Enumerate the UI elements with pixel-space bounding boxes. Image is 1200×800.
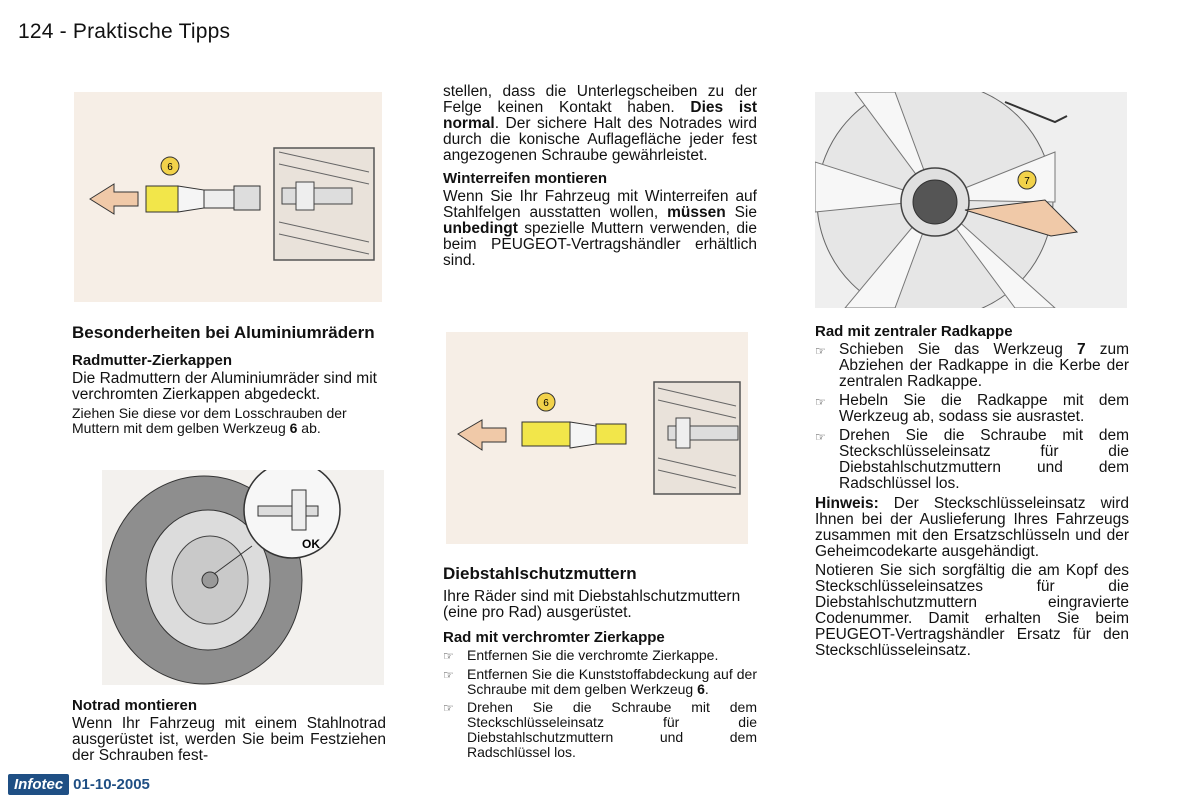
figure-spare-wheel (102, 470, 384, 685)
list-item-text: Schieben Sie das Werkzeug 7 zum Abziehen der Radkappe in die Kerbe der zentralen Radkappe. (839, 341, 1130, 390)
hand-pointer-icon: ☞ (815, 344, 826, 358)
list-item-text: Entfernen Sie die Kunststoffabdeckung auf der Schraube mit dem gelben Werkzeug 6. (467, 666, 757, 697)
hand-pointer-icon: ☞ (815, 395, 826, 409)
hand-pointer-icon: ☞ (443, 649, 454, 663)
hand-pointer-icon: ☞ (443, 668, 454, 682)
list-item-text: Drehen Sie die Schraube mit dem Steckschlüsseleinsatz für die Diebstahlschutzmuttern und dem Radschlüssel los. (839, 427, 1129, 492)
figure-antitheft-nut (446, 332, 748, 544)
section-heading-aluminium: Besonderheiten bei Aluminiumrädern (72, 323, 375, 342)
tool-number-6: 6 (167, 162, 173, 173)
paragraph: Wenn Ihr Fahrzeug mit einem Stahlnotrad ausgerüstet ist, werden Sie beim Festziehen der Schrauben fest- (72, 715, 386, 764)
list-item-text: Entfernen Sie die verchromte Zierkappe. (467, 647, 719, 663)
paragraph: Die Radmuttern der Aluminiumräder sind mit verchromten Zierkappen abgedeckt. (72, 370, 377, 403)
figure-wheel-nut-cap (74, 92, 382, 302)
column-1 (72, 323, 386, 439)
figure-hubcap-removal (815, 92, 1127, 308)
subheading-zentrale-radkappe: Rad mit zentraler Radkappe (815, 323, 1013, 340)
footer-date: 01-10-2005 (73, 776, 150, 793)
hand-pointer-icon: ☞ (815, 430, 826, 444)
subheading-winterreifen: Winterreifen montieren (443, 170, 608, 187)
list-item (443, 700, 757, 760)
list-item-text: Hebeln Sie die Radkappe mit dem Werkzeug ab, sodass sie ausrastet. (839, 392, 1129, 425)
paragraph: Ihre Räder sind mit Diebstahlschutzmuttern (eine pro Rad) ausgerüstet. (443, 588, 741, 621)
paragraph: stellen, dass die Unterlegscheiben zu der Felge keinen Kontakt haben. Dies ist normal. Der sichere Halt des Notrades wird durch die konische Auflagefläche jeder fest angezogenen Schraube gewährleistet. (443, 83, 757, 164)
list-item (443, 667, 757, 697)
subheading-verchromt: Rad mit verchromter Zierkappe (443, 629, 665, 646)
section-heading-diebstahl: Diebstahlschutzmuttern (443, 564, 637, 583)
list-item (815, 428, 1129, 492)
list-item (815, 393, 1129, 425)
infotec-logo: Infotec (8, 774, 69, 795)
column-2-top (443, 84, 757, 272)
list-item (443, 648, 757, 664)
paragraph: Ziehen Sie diese vor dem Losschrauben der Muttern mit dem gelben Werkzeug 6 ab. (72, 405, 347, 436)
note-paragraph: Hinweis: Der Steckschlüsseleinsatz wird Ihnen bei der Auslieferung Ihres Fahrzeugs zusammen mit den Ersatzschlüsseln und der Geheimcodekarte ausgehändigt. (815, 495, 1129, 560)
column-1-bottom (72, 697, 386, 767)
subheading-notrad: Notrad montieren (72, 697, 198, 714)
subheading-radmutter: Radmutter-Zierkappen (72, 352, 233, 369)
column-3 (815, 323, 1129, 662)
bullet-list (815, 342, 1129, 492)
hand-pointer-icon: ☞ (443, 701, 454, 715)
bullet-list (443, 648, 757, 760)
tool-number-7: 7 (1024, 176, 1030, 187)
tool-number-6: 6 (543, 398, 549, 409)
paragraph: Notieren Sie sich sorgfältig die am Kopf des Steckschlüsseleinsatzes für die Diebstahlschutzmuttern eingravierte Codenummer. Damit erhalten Sie beim PEUGEOT-Vertragshändler Ersatz für den Steckschlüsseleinsatz. (815, 562, 1129, 659)
page-title: 124 - Praktische Tipps (18, 20, 231, 43)
footer (8, 774, 150, 795)
list-item (815, 342, 1129, 390)
ok-label: OK (302, 537, 320, 551)
list-item-text: Drehen Sie die Schraube mit dem Steckschlüsseleinsatz für die Diebstahlschutzmuttern und dem Radschlüssel los. (467, 699, 757, 760)
paragraph: Wenn Sie Ihr Fahrzeug mit Winterreifen auf Stahlfelgen ausstatten wollen, müssen Sie unbedingt spezielle Muttern verwenden, die beim PEUGEOT-Vertragshändler erhältlich sind. (443, 188, 757, 269)
column-2-bottom (443, 564, 757, 763)
